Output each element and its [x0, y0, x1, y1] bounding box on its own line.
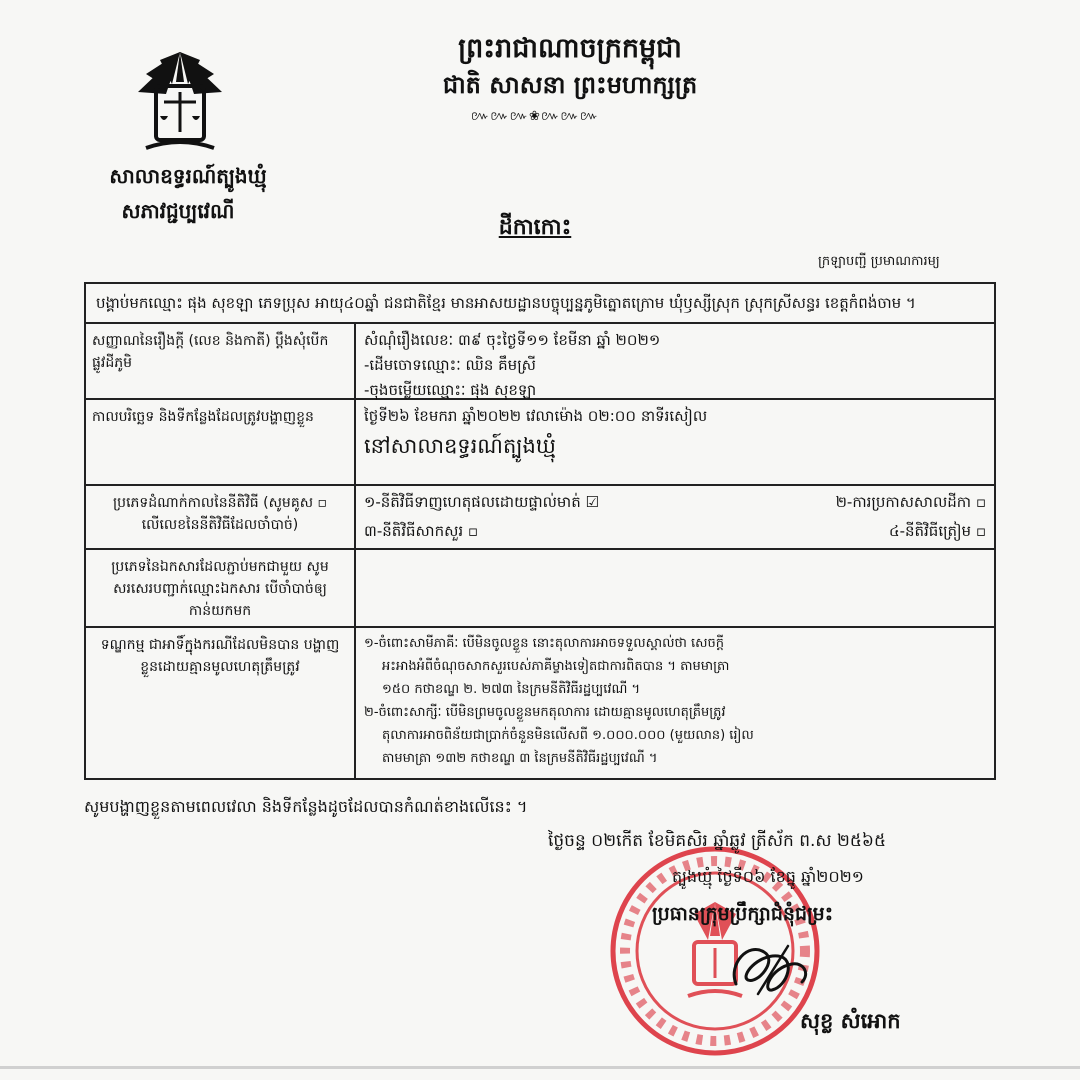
case-values [356, 324, 994, 398]
documents-value [356, 550, 994, 626]
signatory-title: ប្រធានក្រុមប្រឹក្សាជំនុំជម្រះ [652, 903, 834, 925]
appearance-place: នៅសាលាឧទ្ធរណ៍ត្បូងឃ្មុំ [364, 434, 556, 458]
procedure-option-2: ២-ការប្រកាសសាលដីកា ▫ [835, 493, 986, 511]
reference-note: ក្រឡាបញ្ជី ប្រមាណការម្យ [818, 254, 940, 269]
penalty-line: ១-ចំពោះសាមីភាគីៈ បើមិនចូលខ្លួន នោះតុលាការអាចទទួលស្គាល់ថា សេចក្ដី [364, 636, 725, 651]
procedure-option-4: ៤-នីតិវិធីត្រៀម ▫ [888, 522, 986, 540]
kingdom-title: ព្រះរាជាណាចក្រកម្ពុជា [458, 33, 682, 64]
solar-date: ត្បូងឃ្មុំ ថ្ងៃទី០៦ ខែធ្នូ ឆ្នាំ២០២១ [672, 867, 864, 886]
procedure-options [356, 486, 994, 548]
summon-line: បង្គាប់មកឈ្មោះ ផុង សុខឡា ភេទប្រុស អាយុ៤០ឆ្នាំ ជនជាតិខ្មែរ មានអាសយដ្ឋានបច្ចុប្បន្នភូមិត្នោតក្រោម ឃុំឫស្សីស្រុក ស្រុកស្រីសន្ធរ ខេត្តកំពង់ចាម ។ [96, 294, 916, 312]
lunar-date: ថ្ងៃចន្ទ ០២កើត ខែមិគសិរ ឆ្នាំឆ្លូវ ត្រីស័ក ព.ស ២៥៦៥ [548, 831, 886, 851]
procedure-option-1: ១-នីតិវិធីទាញហេតុផលដោយផ្ទាល់មាត់ ☑ [364, 493, 599, 511]
court-name: សាលាឧទ្ធរណ៍ត្បូងឃ្មុំ [109, 164, 267, 188]
document-title: ដីកាកោះ [498, 215, 572, 240]
signatory-name: សុខ្ល សំអោក [800, 1009, 901, 1033]
defendant: -ចុងចម្លើយឈ្មោះៈ ផុង សុខឡា [364, 381, 537, 399]
appearance-label: កាលបរិច្ឆេទ និងទីកន្លែងដែលត្រូវបង្ហាញខ្លួន [86, 400, 356, 484]
court-emblem-icon [120, 40, 240, 160]
appearance-values [356, 400, 994, 484]
court-district: សភាវជ្ជប្បវេណី [121, 199, 235, 223]
documents-label: ប្រភេទនៃឯកសារដែលភ្ជាប់មកជាមួយ សូមសរសេរបញ្ជាក់ឈ្មោះឯកសារ បើចាំបាច់ឲ្យកាន់យកមក [86, 550, 356, 626]
appearance-row [86, 400, 994, 486]
plaintiff: -ដើមចោទឈ្មោះៈ ឈិន គឹមស្រី [364, 356, 536, 374]
case-row [86, 324, 994, 400]
national-motto: ជាតិ សាសនា ព្រះមហាក្សត្រ [442, 71, 698, 99]
penalty-line: តាមមាត្រា ១៣២ កថាខណ្ឌ ៣ នៃក្រមនីតិវិធីរដ្ឋប្បវេណី ។ [382, 751, 658, 766]
penalty-line: ២-ចំពោះសាក្សីៈ បើមិនព្រមចូលខ្លួនមកតុលាការ ដោយគ្មានមូលហេតុត្រឹមត្រូវ [364, 705, 726, 720]
penalty-label: ទណ្ឌកម្ម ជាអាទិ៍ក្នុងករណីដែលមិនបាន បង្ហាញខ្លួនដោយគ្មានមូលហេតុត្រឹមត្រូវ [86, 628, 356, 778]
penalty-text [356, 628, 994, 778]
ornament-divider: ៚៚៚❀៚៚៚ [470, 109, 600, 124]
penalty-line: ១៥០ កថាខណ្ឌ ២. ២៧៣ នៃក្រមនីតិវិធីរដ្ឋប្បវេណី ។ [382, 682, 641, 697]
procedure-option-3: ៣-នីតិវិធីសាកសួរ ▫ [364, 522, 479, 540]
documents-row [86, 550, 994, 628]
case-label: សញ្ញាណនៃរឿងក្ដី (លេខ និងកាតី) ប្ដឹងសុំបើកផ្លូវដីភូមិ [86, 324, 356, 398]
penalty-line: តុលាការអាចពិន័យជាប្រាក់ចំនួនមិនលើសពី ១.០០០.០០០ (មួយលាន) រៀល [382, 728, 754, 743]
summons-form [84, 282, 996, 780]
closing-sentence: សូមបង្ហាញខ្លួនតាមពេលវេលា និងទីកន្លែងដូចដែលបានកំណត់ខាងលើនេះ ។ [84, 797, 528, 816]
procedure-row [86, 486, 994, 550]
penalty-row [86, 628, 994, 778]
summon-row [86, 284, 994, 324]
case-file-no: សំណុំរឿងលេខៈ ៣៩ ចុះថ្ងៃទី១១ ខែមីនា ឆ្នាំ ២០២១ [364, 331, 661, 349]
signature-icon [718, 934, 818, 1002]
page-edge-divider [0, 1066, 1080, 1069]
penalty-line: អះអាងអំពីចំណុចសាកសួរបេស់ភាគីម្ខាងទៀតជាការពិតបាន ។ តាមមាត្រា [382, 659, 730, 674]
procedure-label: ប្រភេទដំណាក់កាលនៃនីតិវិធី (សូមគូស ▫ លើលេខនៃនីតិវិធីដែលចាំបាច់) [86, 486, 356, 548]
appearance-date: ថ្ងៃទី២៦ ខែមករា ឆ្នាំ២០២២ វេលាម៉ោង ០២:០០ នាទីរសៀល [364, 407, 708, 425]
